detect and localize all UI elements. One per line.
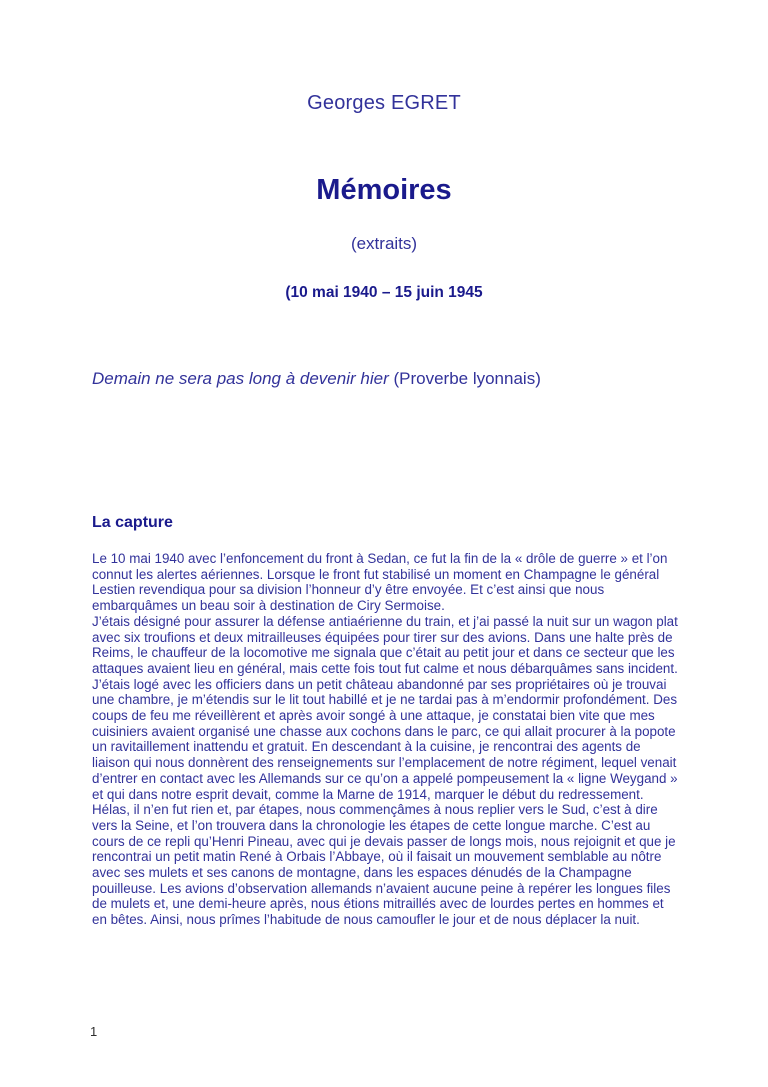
- paragraph: J’étais désigné pour assurer la défense antiaérienne du train, et j’ai passé la nuit sur un wagon plat avec six troufions et deux mitrailleuses équipées pour tirer sur des avions. Dans une halte près de Reims, le chauffeur de la locomotive me signala que c’était au petit jour et dans ce secteur que les attaques avaient lieu en général, mais cette fois tout fut calme et nous débarquâmes sans incident.: [92, 613, 678, 676]
- paragraph: Hélas, il n’en fut rien et, par étapes, nous commençâmes à nous replier vers le Sud, c’est à dire vers la Seine, et l’on trouvera dans la chronologie les étapes de cette longue marche. C’est au cours de ce repli qu’Henri Pineau, avec qui je devais passer de longs mois, nous rejoignit et que je rencontrai un petit matin René à Orbais l’Abbaye, où il faisait un mouvement semblable au nôtre avec ses mulets et ses canons de montagne, dans les espaces dénudés de la Champagne pouilleuse. Les avions d’observation allemands n’avaient aucune peine à repérer les longues files de mulets et, une demi-heure après, nous étions mitraillés avec de lourdes pertes en hommes et en bêtes. Ainsi, nous prîmes l’habitude de nous camoufler le jour et de nous déplacer la nuit.: [92, 802, 676, 928]
- document-subtitle: (extraits): [350, 234, 418, 253]
- author-line: Georges EGRET: [307, 92, 461, 114]
- paragraph: Le 10 mai 1940 avec l’enfoncement du front à Sedan, ce fut la fin de la « drôle de guerre » et l’on connut les alertes aériennes. Lorsque le front fut stabilisé un moment en Champagne le général Lestien revendiqua pour sa division l’honneur d’y être envoyée. Et c’est ainsi que nous embarquâmes un beau soir à destination de Ciry Sermoise.: [92, 551, 668, 614]
- epigraph: [92, 369, 682, 389]
- paragraph: J’étais logé avec les officiers dans un petit château abandonné par ses propriétaires où je trouvai une chambre, je m’étendis sur le lit tout habillé et je ne tardai pas à m’endormir profondément. Des coups de feu me réveillèrent et après avoir songé à une attaque, je constatai bien vite que mes cuisiniers avaient organisé une chasse aux cochons dans le parc, ce qui allait procurer à la popote un ravitaillement inattendu et gratuit. En descendant à la cuisine, je rencontrai des agents de liaison qui nous donnèrent des renseignements sur l’emplacement de notre régiment, lequel venait d’entrer en contact avec les Allemands sur ce qu’on a appelé pompeusement la « ligne Weygand » et qui dans notre esprit devait, comme la Marne de 1914, marquer le début du redressement.: [92, 676, 678, 802]
- document-date-range: (10 mai 1940 – 15 juin 1945: [285, 284, 483, 301]
- page-number: 1: [90, 1024, 98, 1039]
- document-title: Mémoires: [316, 174, 452, 206]
- epigraph-attribution: (Proverbe lyonnais): [388, 369, 541, 388]
- section-body: [92, 551, 678, 928]
- section-heading: La capture: [92, 514, 173, 531]
- epigraph-quote: Demain ne sera pas long à devenir hier: [92, 369, 389, 388]
